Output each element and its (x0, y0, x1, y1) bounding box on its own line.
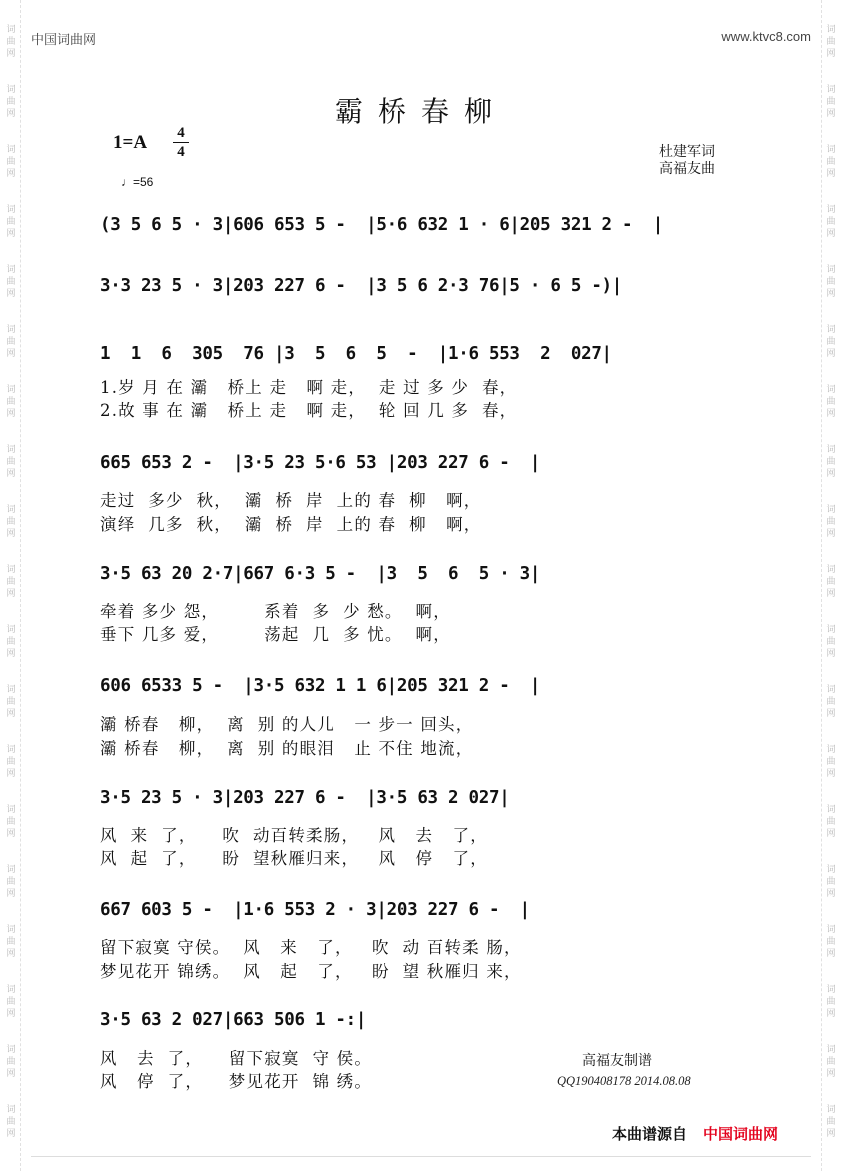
side-watermark-char: 词 (826, 385, 836, 395)
side-watermark-char: 曲 (826, 577, 836, 587)
side-watermark-char: 曲 (826, 517, 836, 527)
side-watermark-char: 词 (6, 265, 16, 275)
side-watermark-char: 曲 (826, 97, 836, 107)
side-watermark-char: 词 (6, 325, 16, 335)
side-watermark-char: 网 (826, 649, 836, 659)
side-watermark-char: 词 (826, 565, 836, 575)
side-watermark-char: 网 (6, 649, 16, 659)
side-watermark-char: 词 (6, 865, 16, 875)
side-watermark-char: 词 (826, 805, 836, 815)
side-watermark-char: 词 (6, 685, 16, 695)
side-watermark-char: 曲 (6, 457, 16, 467)
side-watermark-char: 曲 (6, 937, 16, 947)
side-watermark-char: 网 (826, 169, 836, 179)
side-watermark-char: 曲 (6, 97, 16, 107)
side-watermark-char: 曲 (826, 1057, 836, 1067)
side-watermark-char: 曲 (6, 1117, 16, 1127)
side-watermark-char: 网 (826, 469, 836, 479)
side-watermark-char: 网 (6, 829, 16, 839)
side-watermark-char: 曲 (6, 397, 16, 407)
transcriber-credit: 高福友制谱 (582, 1053, 652, 1069)
side-watermark-char: 词 (826, 85, 836, 95)
footer-source-label: 本曲谱源自 (612, 1125, 688, 1143)
side-watermark-char: 词 (6, 145, 16, 155)
side-watermark-char: 网 (6, 949, 16, 959)
lyric-line-8-verse-2: 梦见花开 锦绣。 风 起 了， 盼 望 秋雁归 来， (100, 962, 522, 981)
side-watermark-char: 网 (6, 229, 16, 239)
side-watermark-char: 词 (6, 805, 16, 815)
side-watermark-char: 词 (6, 85, 16, 95)
side-watermark-char: 曲 (6, 697, 16, 707)
lyric-line-7-verse-1: 风 来 了， 吹 动百转柔肠， 风 去 了， (100, 826, 488, 845)
lyric-line-9-verse-2: 风 停 了， 梦见花开 锦 绣。 (100, 1072, 373, 1091)
side-watermark-char: 词 (826, 1105, 836, 1115)
side-watermark-char: 网 (6, 289, 16, 299)
side-watermark-char: 网 (6, 1009, 16, 1019)
key-signature: 1=A (113, 132, 148, 153)
side-watermark-char: 曲 (6, 517, 16, 527)
side-watermark-char: 网 (826, 829, 836, 839)
side-watermark-char: 网 (826, 1009, 836, 1019)
lyric-line-8-verse-1: 留下寂寞 守侯。 风 来 了， 吹 动 百转柔 肠， (100, 938, 522, 957)
side-watermark-char: 网 (6, 1069, 16, 1079)
side-watermark-char: 词 (6, 745, 16, 755)
side-watermark-char: 曲 (826, 697, 836, 707)
lyric-line-6-verse-1: 灞 桥春 柳， 离 别 的人儿 一 步一 回头， (100, 715, 474, 734)
side-watermark-char: 曲 (6, 757, 16, 767)
side-watermark-char: 网 (6, 109, 16, 119)
footer-source (612, 1123, 778, 1144)
notation-line-8: 667 603 5 - |1·6 553 2 · 3|203 227 6 - | (100, 900, 530, 920)
side-watermark-char: 词 (826, 985, 836, 995)
side-watermark-char: 曲 (6, 877, 16, 887)
side-watermark-char: 词 (6, 1105, 16, 1115)
side-watermark-char: 曲 (826, 997, 836, 1007)
time-signature-top: 4 (177, 125, 185, 141)
side-watermark-right (821, 0, 840, 1171)
side-watermark-char: 词 (826, 685, 836, 695)
lyric-line-5-verse-2: 垂下 几多 爱， 荡起 几 多 忧。 啊， (100, 625, 451, 644)
notation-line-5: 3·5 63 20 2·7|667 6·3 5 - |3 5 6 5 · 3| (100, 564, 541, 584)
side-watermark-char: 网 (826, 289, 836, 299)
side-watermark-char: 网 (6, 709, 16, 719)
side-watermark-char: 曲 (826, 457, 836, 467)
side-watermark-char: 词 (6, 925, 16, 935)
lyric-line-9-verse-1: 风 去 了， 留下寂寞 守 侯。 (100, 1049, 373, 1068)
site-name: 中国词曲网 (31, 32, 97, 47)
side-watermark-char: 词 (6, 625, 16, 635)
side-watermark-char: 曲 (826, 637, 836, 647)
song-title: 霸桥春柳 (334, 95, 507, 128)
side-watermark-char: 曲 (826, 157, 836, 167)
side-watermark-char: 网 (6, 529, 16, 539)
time-signature-bottom: 4 (177, 144, 185, 160)
side-watermark-char: 曲 (826, 817, 836, 827)
side-watermark-char: 网 (6, 409, 16, 419)
lyric-line-7-verse-2: 风 起 了， 盼 望秋雁归来， 风 停 了， (100, 849, 488, 868)
side-watermark-char: 词 (826, 25, 836, 35)
side-watermark-char: 网 (826, 589, 836, 599)
side-watermark-char: 曲 (6, 337, 16, 347)
side-watermark-char: 曲 (826, 937, 836, 947)
side-watermark-char: 曲 (6, 637, 16, 647)
side-watermark-char: 曲 (826, 37, 836, 47)
side-watermark-char: 词 (826, 265, 836, 275)
side-watermark-char: 网 (826, 349, 836, 359)
side-watermark-char: 网 (6, 769, 16, 779)
side-watermark-char: 曲 (826, 337, 836, 347)
transcriber-contact: QQ190408178 2014.08.08 (557, 1074, 691, 1088)
side-watermark-char: 网 (6, 469, 16, 479)
side-watermark-char: 网 (6, 1129, 16, 1139)
side-watermark-left (2, 0, 21, 1171)
side-watermark-char: 词 (826, 1045, 836, 1055)
lyric-line-3-verse-2: 2.故 事 在 灞 桥上 走 啊 走， 轮 回 几 多 春， (100, 401, 518, 420)
side-watermark-char: 词 (826, 505, 836, 515)
notation-line-3: 1 1 6 305 76 |3 5 6 5 - |1·6 553 2 027| (100, 344, 612, 364)
side-watermark-char: 词 (6, 1045, 16, 1055)
side-watermark-char: 词 (6, 445, 16, 455)
side-watermark-char: 网 (6, 889, 16, 899)
notation-line-6: 606 6533 5 - |3·5 632 1 1 6|205 321 2 - | (100, 676, 541, 696)
side-watermark-char: 网 (826, 1129, 836, 1139)
side-watermark-char: 词 (826, 925, 836, 935)
notation-line-2: 3·3 23 5 · 3|203 227 6 - |3 5 6 2·3 76|5 · 6 5 -)| (100, 276, 623, 296)
side-watermark-char: 曲 (6, 997, 16, 1007)
side-watermark-char: 词 (6, 565, 16, 575)
side-watermark-char: 词 (6, 505, 16, 515)
side-watermark-char: 词 (826, 145, 836, 155)
side-watermark-char: 词 (826, 445, 836, 455)
credits (659, 144, 715, 178)
notation-line-9: 3·5 63 2 027|663 506 1 -:| (100, 1010, 367, 1030)
lyric-line-3-verse-1: 1.岁 月 在 灞 桥上 走 啊 走， 走 过 多 少 春， (100, 378, 518, 397)
side-watermark-char: 曲 (6, 1057, 16, 1067)
side-watermark-char: 曲 (6, 577, 16, 587)
side-watermark-char: 曲 (6, 217, 16, 227)
side-watermark-char: 曲 (826, 277, 836, 287)
side-watermark-char: 词 (826, 865, 836, 875)
side-watermark-char: 网 (826, 529, 836, 539)
composer-credit: 高福友曲 (659, 161, 715, 177)
tempo-marking: ♩=56 (121, 175, 154, 189)
time-signature (172, 125, 190, 160)
bottom-divider (31, 1156, 811, 1157)
notation-line-7: 3·5 23 5 · 3|203 227 6 - |3·5 63 2 027| (100, 788, 510, 808)
side-watermark-char: 曲 (826, 1117, 836, 1127)
side-watermark-char: 网 (826, 889, 836, 899)
side-watermark-char: 网 (826, 709, 836, 719)
lyric-line-4-verse-1: 走过 多少 秋， 灞 桥 岸 上的 春 柳 啊， (100, 491, 482, 510)
side-watermark-char: 网 (826, 109, 836, 119)
side-watermark-char: 曲 (6, 817, 16, 827)
side-watermark-char: 曲 (826, 397, 836, 407)
lyric-line-4-verse-2: 演绎 几多 秋， 灞 桥 岸 上的 春 柳 啊， (100, 515, 482, 534)
side-watermark-char: 网 (826, 769, 836, 779)
notation-line-4: 665 653 2 - |3·5 23 5·6 53 |203 227 6 - | (100, 453, 541, 473)
side-watermark-char: 网 (6, 169, 16, 179)
side-watermark-char: 曲 (826, 757, 836, 767)
side-watermark-char: 词 (6, 205, 16, 215)
side-watermark-char: 词 (826, 325, 836, 335)
side-watermark-char: 网 (6, 49, 16, 59)
side-watermark-char: 曲 (6, 277, 16, 287)
side-watermark-char: 曲 (826, 877, 836, 887)
footer-brand-link[interactable]: 中国词曲网 (703, 1125, 779, 1143)
side-watermark-char: 网 (6, 349, 16, 359)
side-watermark-char: 词 (6, 25, 16, 35)
site-url[interactable]: www.ktvc8.com (721, 29, 811, 44)
side-watermark-char: 词 (6, 385, 16, 395)
side-watermark-char: 词 (826, 745, 836, 755)
side-watermark-char: 网 (826, 49, 836, 59)
side-watermark-char: 曲 (6, 37, 16, 47)
side-watermark-char: 网 (826, 229, 836, 239)
side-watermark-char: 词 (826, 205, 836, 215)
notation-line-1: (3 5 6 5 · 3|606 653 5 - |5·6 632 1 · 6|205 321 2 - | (100, 215, 663, 235)
side-watermark-char: 网 (826, 949, 836, 959)
time-signature-bar (173, 142, 189, 143)
lyric-line-6-verse-2: 灞 桥春 柳， 离 别 的眼泪 止 不住 地流， (100, 739, 474, 758)
lyricist-credit: 杜建军词 (659, 144, 715, 160)
side-watermark-char: 网 (826, 409, 836, 419)
lyric-line-5-verse-1: 牵着 多少 怨， 系着 多 少 愁。 啊， (100, 602, 451, 621)
side-watermark-char: 网 (826, 1069, 836, 1079)
side-watermark-char: 词 (6, 985, 16, 995)
side-watermark-char: 词 (826, 625, 836, 635)
side-watermark-char: 网 (6, 589, 16, 599)
side-watermark-char: 曲 (6, 157, 16, 167)
side-watermark-char: 曲 (826, 217, 836, 227)
